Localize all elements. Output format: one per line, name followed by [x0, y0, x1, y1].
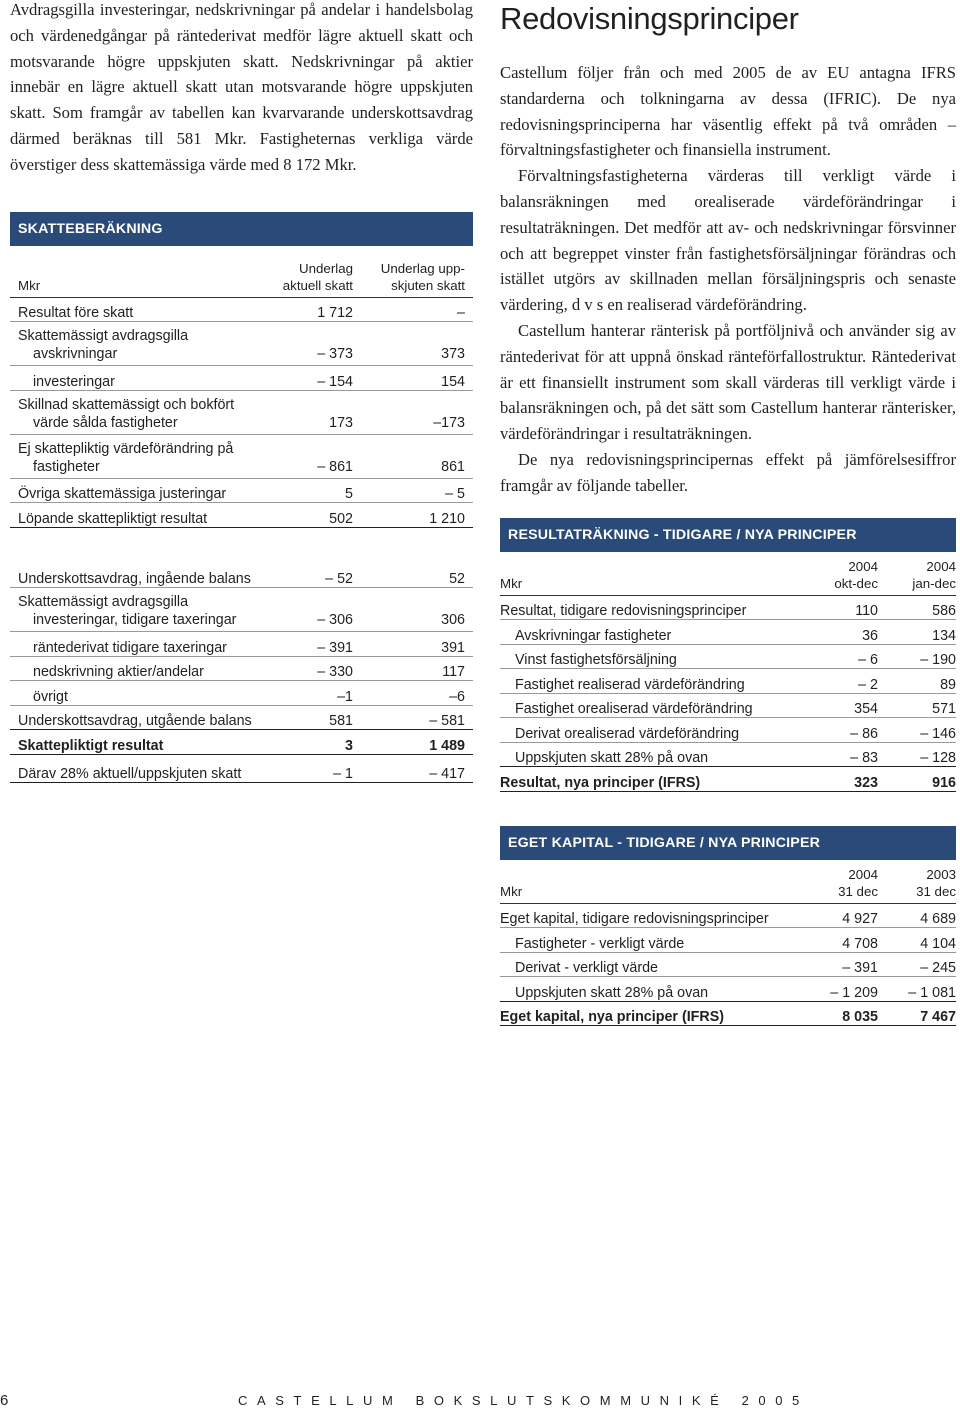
table-row [500, 718, 956, 743]
left-column [10, 0, 473, 783]
row-label: övrigt [10, 681, 261, 706]
row-value-aktuell: – 391 [261, 632, 361, 657]
row-label: Eget kapital, tidigare redovisningsprinciper [500, 903, 806, 928]
table-row [500, 669, 956, 694]
right-column [500, 0, 956, 1026]
row-value-jan-dec: 134 [886, 620, 956, 645]
column-header-mkr: Mkr [10, 260, 261, 298]
column-header-aktuell-line1: Underlag [299, 260, 353, 276]
column-header-2003 [886, 866, 956, 904]
row-label-line2: investeringar, tidigare taxeringar [33, 612, 237, 629]
table-header [500, 558, 956, 596]
row-value-aktuell: 3 [261, 730, 361, 755]
row-label [10, 322, 261, 366]
row-label: Fastigheter - verkligt värde [500, 928, 806, 953]
table-row [10, 478, 473, 503]
row-label: Övriga skattemässiga justeringar [10, 478, 261, 503]
table-row [10, 503, 473, 528]
row-value-jan-dec: 571 [886, 693, 956, 718]
row-label: Fastighet realiserad värdeförändring [500, 669, 806, 694]
row-value-aktuell: 5 [261, 478, 361, 503]
table-row [500, 742, 956, 767]
row-value-uppskjuten: 117 [361, 656, 473, 681]
row-value-uppskjuten: – 417 [361, 754, 473, 782]
row-value-okt-dec: – 6 [806, 644, 886, 669]
table-row [10, 297, 473, 322]
row-label: Derivat orealiserad värdeförändring [500, 718, 806, 743]
row-value-2004: – 391 [806, 952, 886, 977]
table-header [10, 260, 473, 298]
row-label: räntederivat tidigare taxeringar [10, 632, 261, 657]
left-body-text: Avdragsgilla investeringar, nedskrivningar på andelar i handelsbolag och värdenedgångar på räntederivat medför lägre aktuell skatt och motsvarande högre uppskjuten skatt. Nedskrivningar på aktier innebär en lägre aktuell skatt utan motsvarande högre uppskjuten skatt. Som framgår av tabellen kan kvarvarande underskottsavdrag därmed beräknas till 581 Mkr. Fastigheternas verkliga värde överstiger dess skattemässiga värde med 8 172 Mkr. [10, 0, 473, 174]
table-row [10, 588, 473, 632]
row-value-2003: 4 689 [886, 903, 956, 928]
row-label [10, 390, 261, 434]
skatteberakning-title: SKATTEBERÄKNING [10, 212, 473, 246]
skatteberakning-table [10, 260, 473, 783]
row-label: Underskottsavdrag, ingående balans [10, 564, 261, 588]
column-header-okt-dec [806, 558, 886, 596]
column-header-year: 2004 [926, 558, 956, 574]
page-number: 6 [0, 1392, 9, 1409]
eget-kapital-table [500, 866, 956, 1027]
row-label [10, 434, 261, 478]
column-header-mkr: Mkr [500, 866, 806, 904]
table-row [10, 754, 473, 782]
row-value-uppskjuten: – [361, 297, 473, 322]
row-label: nedskrivning aktier/andelar [10, 656, 261, 681]
row-label-line1: Skattemässigt avdragsgilla [18, 328, 189, 345]
table-row [10, 656, 473, 681]
column-header-aktuell-line2: aktuell skatt [282, 277, 353, 293]
row-label-line1: Skillnad skattemässigt och bokfört [18, 396, 235, 413]
column-header-date: 31 dec [838, 883, 878, 899]
row-label-line2: fastigheter [33, 458, 100, 475]
row-label: Resultat, nya principer (IFRS) [500, 767, 806, 792]
column-header-aktuell [261, 260, 361, 298]
row-value-okt-dec: – 2 [806, 669, 886, 694]
table-row [10, 434, 473, 478]
table-row [500, 620, 956, 645]
row-value-uppskjuten: 861 [361, 434, 473, 478]
row-value-aktuell: – 52 [261, 564, 361, 588]
row-label [10, 588, 261, 632]
row-value-2004: 4 708 [806, 928, 886, 953]
table-row [10, 322, 473, 366]
column-header-period: okt-dec [834, 575, 878, 591]
row-value-jan-dec: 586 [886, 595, 956, 620]
column-header-period: jan-dec [912, 575, 956, 591]
column-header-year: 2004 [848, 558, 878, 574]
table-row [500, 595, 956, 620]
row-value-uppskjuten: 391 [361, 632, 473, 657]
row-value-jan-dec: – 146 [886, 718, 956, 743]
row-value-2004: 4 927 [806, 903, 886, 928]
body-paragraph-3: Castellum hanterar ränterisk på portföljnivå och använder sig av räntederivat för att uppnå önskad ränteförfallostruktur. Räntederivat är ett finansiellt instrument som skall värderas till verkligt värde i balansräkningen och, på det sätt som Castellum hanterar ränterisker, värdeförändringar i resultaträkningen. [500, 320, 956, 444]
row-label-line2: värde sålda fastigheter [33, 414, 178, 431]
row-value-aktuell: 502 [261, 503, 361, 528]
row-value-uppskjuten: – 581 [361, 705, 473, 730]
row-value-aktuell: – 330 [261, 656, 361, 681]
row-value-jan-dec: – 128 [886, 742, 956, 767]
row-value-aktuell: – 373 [261, 322, 361, 366]
eget-kapital-title: EGET KAPITAL - TIDIGARE / NYA PRINCIPER [500, 826, 956, 860]
row-value-aktuell: – 306 [261, 588, 361, 632]
row-value-aktuell: –1 [261, 681, 361, 706]
row-value-aktuell: – 154 [261, 366, 361, 391]
row-value-okt-dec: 354 [806, 693, 886, 718]
row-label: Uppskjuten skatt 28% på ovan [500, 977, 806, 1002]
resultatrakning-title: RESULTATRÄKNING - TIDIGARE / NYA PRINCIPER [500, 518, 956, 552]
table-row [10, 681, 473, 706]
row-label: Fastighet orealiserad värdeförändring [500, 693, 806, 718]
row-value-2003: 7 467 [886, 1001, 956, 1026]
table-row [500, 693, 956, 718]
table-row [10, 564, 473, 588]
row-value-jan-dec: 916 [886, 767, 956, 792]
row-value-okt-dec: 110 [806, 595, 886, 620]
row-value-uppskjuten: –173 [361, 390, 473, 434]
row-value-jan-dec: 89 [886, 669, 956, 694]
row-value-okt-dec: – 83 [806, 742, 886, 767]
column-header-2004 [806, 866, 886, 904]
resultatrakning-table [500, 558, 956, 792]
row-value-2003: – 245 [886, 952, 956, 977]
table-row [500, 903, 956, 928]
row-label: Uppskjuten skatt 28% på ovan [500, 742, 806, 767]
row-label: Avskrivningar fastigheter [500, 620, 806, 645]
table-row [500, 977, 956, 1002]
table-spacer [10, 527, 473, 564]
column-header-date: 31 dec [916, 883, 956, 899]
row-label: Underskottsavdrag, utgående balans [10, 705, 261, 730]
row-value-uppskjuten: 154 [361, 366, 473, 391]
row-value-jan-dec: – 190 [886, 644, 956, 669]
row-label: Resultat före skatt [10, 297, 261, 322]
row-value-uppskjuten: –6 [361, 681, 473, 706]
column-header-mkr: Mkr [500, 558, 806, 596]
row-value-2003: 4 104 [886, 928, 956, 953]
column-header-uppskjuten-line2: skjuten skatt [391, 277, 465, 293]
row-value-uppskjuten: 1 489 [361, 730, 473, 755]
body-paragraph-2: Förvaltningsfastigheterna värderas till verkligt värde i balansräkningen med orealiserade värdeförändringar i resultaträkningen. Det medför att av- och nedskrivningar försvinner och att begreppet vinster från fastighetsförsäljningar förändras och istället utgörs av skillnaden mellan försäljningspris och senaste värdering, d v s en realiserad värdeförändring. [500, 166, 956, 315]
column-header-uppskjuten [361, 260, 473, 298]
row-label-line2: avskrivningar [33, 346, 118, 363]
row-value-2004: – 1 209 [806, 977, 886, 1002]
column-header-year: 2003 [926, 866, 956, 882]
row-label-line1: Ej skattepliktig värdeförändring på [18, 440, 234, 457]
row-value-aktuell: 581 [261, 705, 361, 730]
body-paragraph-1: Castellum följer från och med 2005 de av EU antagna IFRS standarderna och tolkningarna av dessa (IFRIC). De nya redovisningsprinciperna har väsentlig effekt på två områden – förvaltningsfastigheter och finansiella instrument. [500, 63, 956, 160]
row-value-2004: 8 035 [806, 1001, 886, 1026]
table-row-total [500, 767, 956, 792]
row-value-aktuell: – 1 [261, 754, 361, 782]
column-header-uppskjuten-line1: Underlag upp- [380, 260, 465, 276]
table-row-total [500, 1001, 956, 1026]
row-label: investeringar [10, 366, 261, 391]
row-value-okt-dec: – 86 [806, 718, 886, 743]
column-header-year: 2004 [848, 866, 878, 882]
row-label: Derivat - verkligt värde [500, 952, 806, 977]
row-value-uppskjuten: 1 210 [361, 503, 473, 528]
row-label: Skattepliktigt resultat [10, 730, 261, 755]
table-row [10, 366, 473, 391]
row-label: Vinst fastighetsförsäljning [500, 644, 806, 669]
table-row [500, 928, 956, 953]
row-label: Därav 28% aktuell/uppskjuten skatt [10, 754, 261, 782]
table-row-total [10, 730, 473, 755]
table-row [10, 705, 473, 730]
column-header-jan-dec [886, 558, 956, 596]
row-value-aktuell: – 861 [261, 434, 361, 478]
row-label: Löpande skattepliktigt resultat [10, 503, 261, 528]
body-paragraph-4: De nya redovisningsprincipernas effekt på jämförelsesiffror framgår av följande tabeller. [500, 449, 956, 495]
row-value-okt-dec: 36 [806, 620, 886, 645]
row-value-2003: – 1 081 [886, 977, 956, 1002]
row-value-uppskjuten: – 5 [361, 478, 473, 503]
row-label: Resultat, tidigare redovisningsprinciper [500, 595, 806, 620]
table-row [10, 390, 473, 434]
row-value-uppskjuten: 306 [361, 588, 473, 632]
table-row [500, 644, 956, 669]
row-value-aktuell: 1 712 [261, 297, 361, 322]
table-row [500, 952, 956, 977]
table-header [500, 866, 956, 904]
row-value-okt-dec: 323 [806, 767, 886, 792]
footer-publication: CASTELLUM BOKSLUTSKOMMUNIKÉ 2005 [238, 1393, 809, 1408]
row-value-uppskjuten: 373 [361, 322, 473, 366]
row-value-uppskjuten: 52 [361, 564, 473, 588]
row-value-aktuell: 173 [261, 390, 361, 434]
row-label: Eget kapital, nya principer (IFRS) [500, 1001, 806, 1026]
row-label-line1: Skattemässigt avdragsgilla [18, 594, 189, 611]
table-row [10, 632, 473, 657]
section-heading: Redovisningsprinciper [500, 1, 799, 36]
